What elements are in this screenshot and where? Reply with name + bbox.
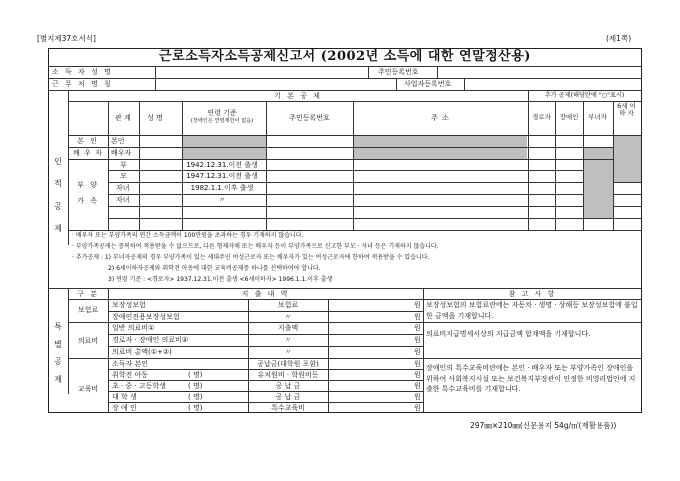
col-relation: 관 계 [115,114,131,122]
col-spending-detail: 지 출 내 역 [241,290,290,298]
earner-name-label: 소 득 자 성 명 [52,68,113,76]
dep-age-rule: 1942.12.31.이전 출생 [186,161,258,169]
col-gubun: 구 분 [77,290,99,298]
col-disabled: 장애인 [559,113,579,121]
education-item: 취학전 아동 [112,371,149,379]
basic-deduction-title: 기 본 공 제 [274,92,322,100]
unit-won: 원 [414,301,421,309]
ref-insurance: 보장성보험의 보험료란에는 자동차 · 생명 · 상해등 보장성보험에 불입한 금액을 기재합니다. [426,301,638,320]
unit-won: 원 [414,382,421,390]
unit-won: 원 [414,324,421,332]
unit-won: 원 [414,404,421,412]
education-item: 대 학 생 [112,393,137,401]
dep-age-rule: 1947.12.31.이전 출생 [186,172,258,180]
dep-relation: 모 [120,172,127,180]
dep-age-rule: 1982.1.1.이후 출생 [190,184,254,192]
insurance-item: 보장성보험 [112,301,146,309]
medical-type: 지출액 [277,324,299,332]
col-rrn: 주민등록번호 [289,114,330,122]
insurance-type: 보험료 [277,301,299,309]
col-address: 주 소 [431,114,450,122]
paper-spec: 297㎜×210㎜(신문용지 54g/㎡(재활용품)) [470,421,617,430]
education-count: ( 명) [188,382,203,390]
medical-type: 〃 [284,336,292,344]
education-count: ( 명) [188,371,203,379]
education-count: ( 명) [188,393,203,401]
note-line: 2) 6세이하자공제와 취학전 아동에 대한 교육비공제중 하나를 선택하여야 합니다. [108,265,321,272]
self-relation: 본인 [111,137,125,145]
note-line: · 부양가족공제는 중복하여 적용받을 수 없으므로, 다른 형제자매 또는 배우자 등이 부양가족으로 신고한 부모 · 자녀 등은 기재하지 않습니다. [72,243,439,250]
education-type: 특수교육비 [271,404,305,412]
unit-won: 원 [414,393,421,401]
col-child-under6: 6세 이하 자 [617,102,636,118]
education-group: 교육비 [77,385,99,393]
personal-side-label: 인 적 공 제 [54,156,62,234]
dependent-group-2: 가 족 [77,197,99,205]
spouse-group: 배 우 자 [73,149,103,157]
medical-item: 일반 의료비① [112,324,155,332]
col-reference: 참 고 사 항 [508,290,557,298]
employer-name-label: 근 무 처 명 칭 [52,80,113,88]
medical-group: 의료비 [77,337,99,345]
insurance-group: 보험료 [77,306,99,314]
form-id: [별지제37호서식] [37,34,96,43]
insurance-item: 장애인전용보장성보험 [112,313,180,321]
education-type: 공 납 금 [275,382,301,390]
col-senior: 경로자 [532,113,551,121]
dep-relation: 부 [120,161,127,169]
rrn-label: 주민등록번호 [378,68,419,76]
col-woman: 부녀자 [588,113,607,121]
ref-medical: 의료비지급명세서상의 지급금액 합계액을 기재합니다. [426,330,591,338]
special-side-label: 특 별 공 제 [54,322,62,384]
extra-deduction-title: 추가 공제(해당란에 "○"표시) [544,92,625,99]
col-age: 연령 기준 [207,109,237,117]
dep-relation: 자녀 [116,196,130,204]
dep-age-rule: 〃 [218,196,226,204]
dependent-group-1: 부 양 [77,181,99,189]
education-count: ( 명) [188,404,203,412]
self-group: 본 인 [77,137,99,145]
unit-won: 원 [414,336,421,344]
education-item: 초 · 중 · 고등학생 [112,382,166,390]
education-item: 소득자 본인 [112,360,149,368]
education-type: 공납금(대학원 포함) [257,360,319,368]
business-no-label: 사업자등록번호 [404,80,452,88]
col-age-sub: (장애인은 연령제한이 없음) [190,118,254,124]
medical-item: 경로자 · 장애인 의료비② [112,336,189,344]
unit-won: 원 [414,348,421,356]
unit-won: 원 [414,360,421,368]
medical-type: 〃 [284,348,292,356]
insurance-type: 〃 [284,313,292,321]
unit-won: 원 [414,371,421,379]
note-line: 3) 연령 기준 : <경로자> 1937.12.31.이전 출생 <6세이하자> 1996.1.1.이후 출생 [108,276,333,283]
ref-education: 장애인의 특수교육비란에는 본인 · 배우자 또는 부양가족인 장애인을 위하여 사회복지시설 또는 보건복지부장관이 인정한 비영리법인에 지출한 특수교육비를 기재합니다. [426,364,636,393]
medical-item: 의료비 총액(①+②) [112,348,172,356]
form-title: 근로소득자소득공제신고서 (2002년 소득에 대한 연말정산용) [159,49,531,64]
spouse-relation: 배우자 [111,149,132,157]
page-label: (제1쪽) [606,34,632,43]
unit-won: 원 [414,313,421,321]
note-line: · 추가공제 : 1) 부녀자공제의 경우 부양가족이 있는 세대주인 여성근로자 또는 배우자가 있는 여성근로자에 한하여 적용받을 수 있습니다. [72,254,430,261]
note-line: · 배우자 또는 부양가족의 연간 소득금액이 100만원을 초과하는 경우 기재하지 않습니다. [72,232,304,239]
education-item: 장 애 인 [112,404,137,412]
education-type: 공 납 금 [275,393,301,401]
col-name: 성 명 [147,114,163,122]
education-type: 유치원비 · 학원비등 [257,371,319,379]
dep-relation: 자녀 [116,184,130,192]
